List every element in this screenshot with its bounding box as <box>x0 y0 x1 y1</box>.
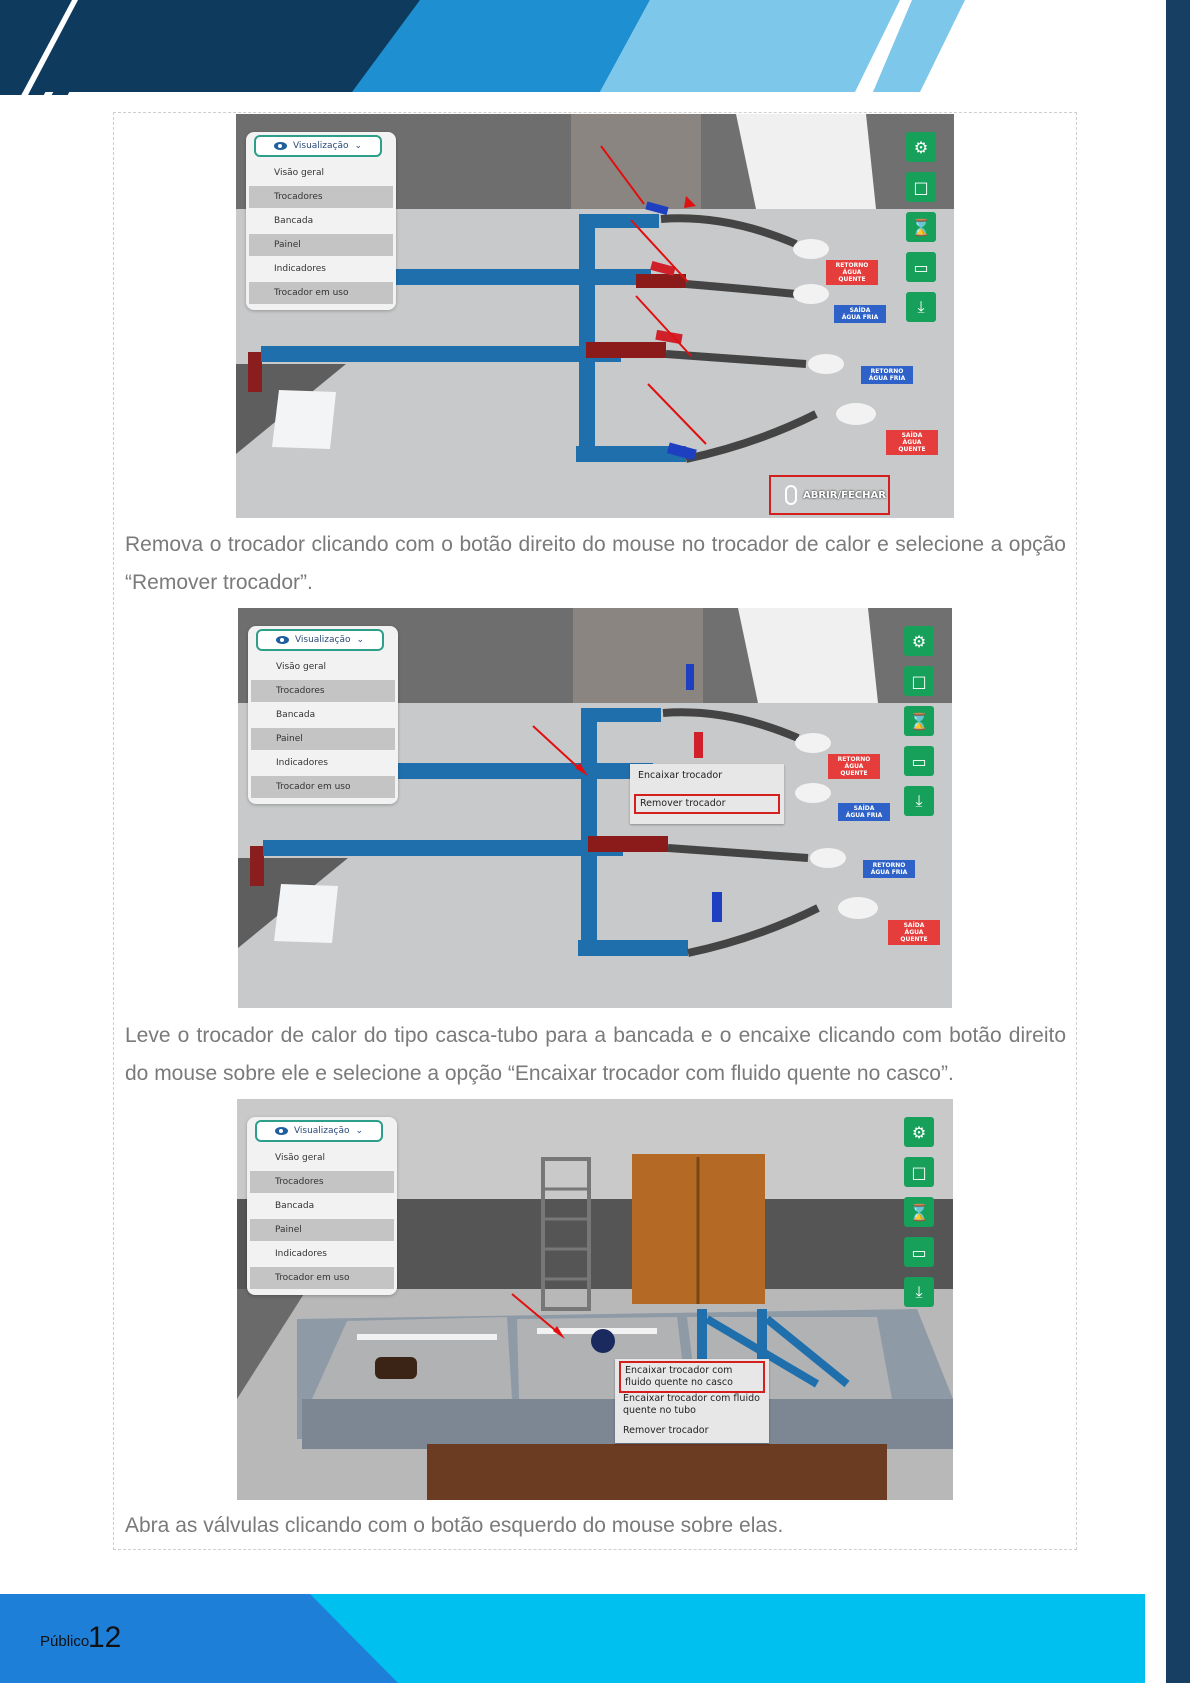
caption-remove-exchanger: Remova o trocador clicando com o botão direito do mouse no trocador de calor e selecione a opção “Remover trocador”. <box>125 533 1066 594</box>
menu-item-visao-geral[interactable]: Visão geral <box>276 662 326 672</box>
eye-icon <box>274 142 287 150</box>
ctx-remover-trocador[interactable]: Remover trocador <box>623 1425 709 1436</box>
footer-band <box>0 1594 1145 1683</box>
tag-saida-agua-quente: SAÍDA ÁGUA QUENTE <box>886 430 938 455</box>
screenshot-remove-exchanger <box>238 608 952 1008</box>
view-menu-toggle[interactable] <box>255 1120 383 1142</box>
menu-item-indicadores[interactable]: Indicadores <box>274 264 326 274</box>
book-icon[interactable]: □ <box>904 1157 934 1187</box>
view-menu <box>246 132 396 310</box>
tag-saida-agua-quente: SAÍDA ÁGUA QUENTE <box>888 920 940 945</box>
right-edge-stripe <box>1166 0 1190 1683</box>
view-menu <box>247 1117 397 1295</box>
chevron-down-icon: ⌄ <box>355 1126 364 1136</box>
menu-item-trocador-em-uso[interactable]: Trocador em uso <box>249 282 393 304</box>
ctx-encaixar-trocador[interactable]: Encaixar trocador <box>638 770 723 781</box>
menu-item-visao-geral[interactable]: Visão geral <box>275 1153 325 1163</box>
book-icon[interactable]: □ <box>904 666 934 696</box>
tag-saida-agua-fria: SAÍDA ÁGUA FRIA <box>834 305 886 323</box>
menu-item-indicadores[interactable]: Indicadores <box>275 1249 327 1259</box>
tag-retorno-agua-quente: RETORNO ÁGUA QUENTE <box>828 754 880 779</box>
mouse-icon <box>785 485 797 505</box>
menu-item-bancada[interactable]: Bancada <box>274 216 314 226</box>
open-close-hint[interactable] <box>769 475 890 515</box>
menu-item-bancada[interactable]: Bancada <box>276 710 316 720</box>
view-menu-label: Visualização <box>293 1126 350 1136</box>
tag-retorno-agua-fria: RETORNO ÁGUA FRIA <box>861 366 913 384</box>
classification-label: Público <box>40 1633 90 1650</box>
menu-item-trocadores[interactable]: Trocadores <box>249 186 393 208</box>
download-icon[interactable]: ⤓ <box>904 1277 934 1307</box>
monitor-icon[interactable]: ▭ <box>904 746 934 776</box>
monitor-icon[interactable]: ▭ <box>904 1237 934 1267</box>
menu-item-trocador-em-uso[interactable]: Trocador em uso <box>250 1267 394 1289</box>
hourglass-icon[interactable]: ⌛ <box>904 706 934 736</box>
chevron-down-icon: ⌄ <box>356 635 365 645</box>
ctx-remover-trocador[interactable]: Remover trocador <box>634 794 780 814</box>
header-decoration <box>0 0 1190 95</box>
exchanger-context-menu <box>630 764 784 824</box>
gear-icon[interactable]: ⚙ <box>904 1117 934 1147</box>
view-menu <box>248 626 398 804</box>
menu-item-trocadores[interactable]: Trocadores <box>250 1171 394 1193</box>
menu-item-visao-geral[interactable]: Visão geral <box>274 168 324 178</box>
view-menu-toggle[interactable] <box>254 135 382 157</box>
view-menu-toggle[interactable] <box>256 629 384 651</box>
menu-item-painel[interactable]: Painel <box>251 728 395 750</box>
tag-retorno-agua-fria: RETORNO ÁGUA FRIA <box>863 860 915 878</box>
screenshot-fit-shell-tube <box>237 1099 953 1500</box>
caption-fit-exchanger: Leve o trocador de calor do tipo casca-tubo para a bancada e o encaixe clicando com botão direito do mouse sobre ele e selecione a opção “Encaixar trocador com fluido quente no casco”. <box>125 1024 1066 1085</box>
view-menu-label: Visualização <box>294 635 351 645</box>
hourglass-icon[interactable]: ⌛ <box>904 1197 934 1227</box>
eye-icon <box>275 1127 288 1135</box>
book-icon[interactable]: □ <box>906 172 936 202</box>
view-menu-label: Visualização <box>292 141 349 151</box>
menu-item-trocador-em-uso[interactable]: Trocador em uso <box>251 776 395 798</box>
ctx-encaixar-quente-tubo[interactable]: Encaixar trocador com fluido quente no tubo <box>623 1393 760 1416</box>
page-number: 12 <box>88 1621 122 1654</box>
caption-open-valves: Abra as válvulas clicando com o botão esquerdo do mouse sobre elas. <box>125 1514 784 1537</box>
menu-item-trocadores[interactable]: Trocadores <box>251 680 395 702</box>
menu-item-indicadores[interactable]: Indicadores <box>276 758 328 768</box>
exchanger-context-menu <box>615 1359 769 1443</box>
monitor-icon[interactable]: ▭ <box>906 252 936 282</box>
gear-icon[interactable]: ⚙ <box>904 626 934 656</box>
eye-icon <box>276 636 289 644</box>
tag-saida-agua-fria: SAÍDA ÁGUA FRIA <box>838 803 890 821</box>
download-icon[interactable]: ⤓ <box>906 292 936 322</box>
chevron-down-icon: ⌄ <box>354 141 363 151</box>
menu-item-painel[interactable]: Painel <box>249 234 393 256</box>
screenshot-valves-closed <box>236 114 954 518</box>
menu-item-painel[interactable]: Painel <box>250 1219 394 1241</box>
menu-item-bancada[interactable]: Bancada <box>275 1201 315 1211</box>
download-icon[interactable]: ⤓ <box>904 786 934 816</box>
ctx-encaixar-quente-casco[interactable]: Encaixar trocador com fluido quente no casco <box>619 1361 765 1393</box>
tag-retorno-agua-quente: RETORNO ÁGUA QUENTE <box>826 260 878 285</box>
open-close-label: ABRIR/FECHAR <box>803 489 886 501</box>
gear-icon[interactable]: ⚙ <box>906 132 936 162</box>
hourglass-icon[interactable]: ⌛ <box>906 212 936 242</box>
